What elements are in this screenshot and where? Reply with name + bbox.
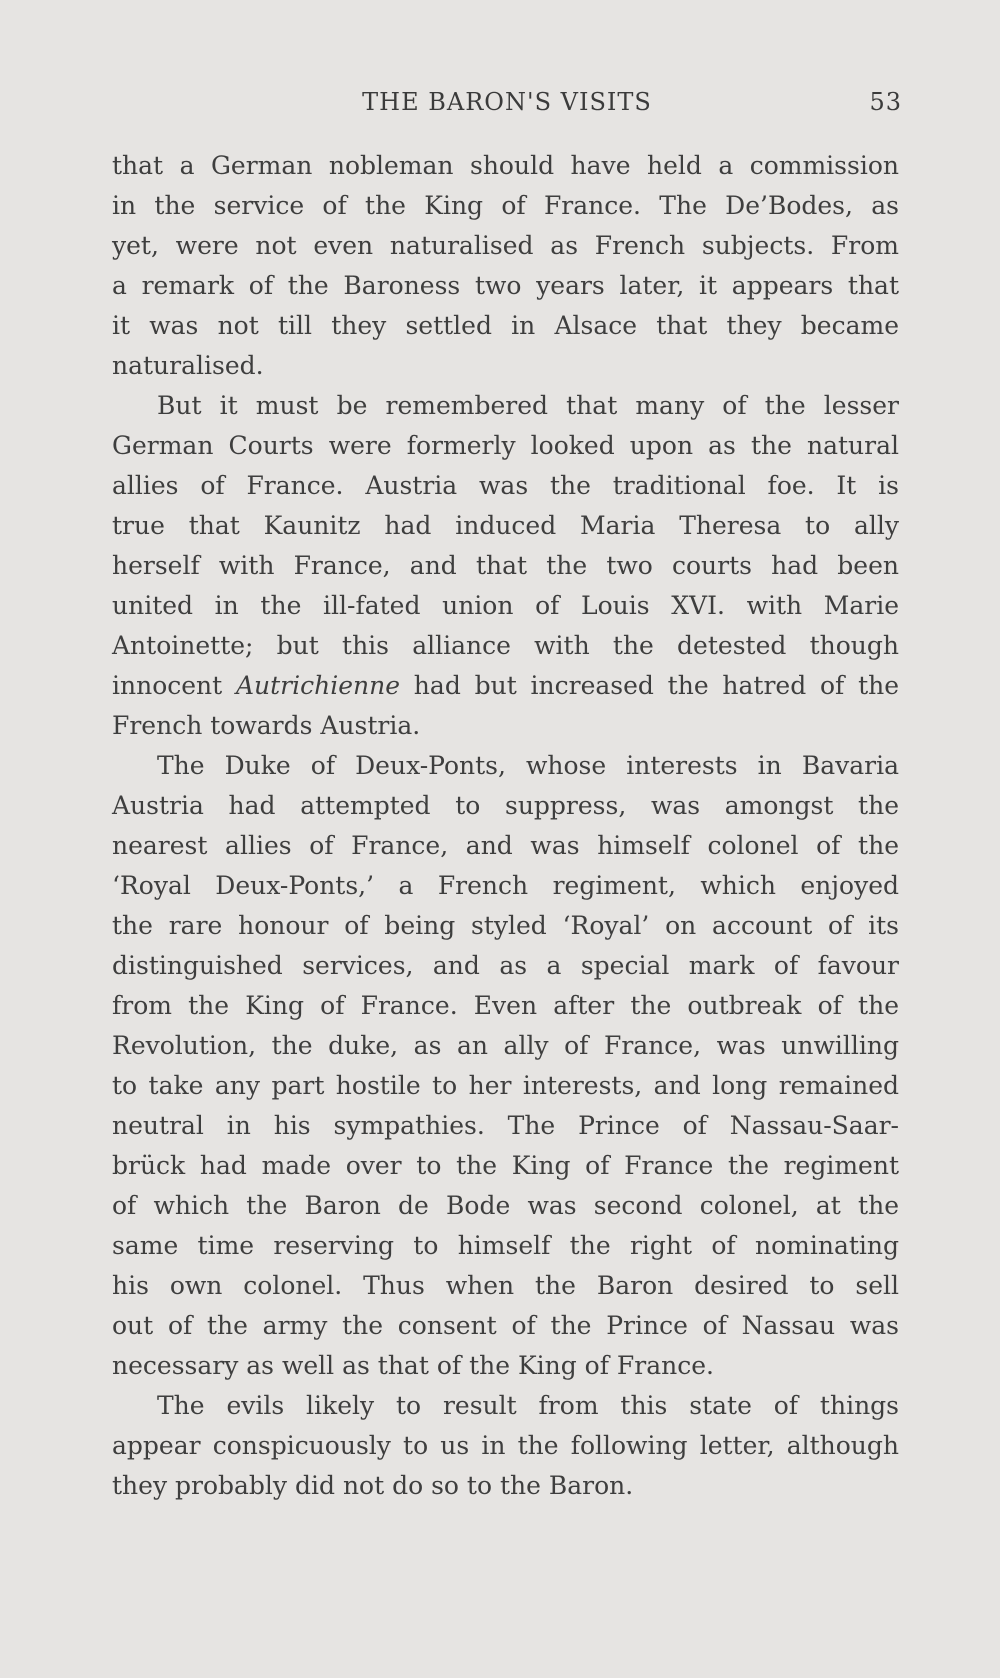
- text-line: naturalised.: [112, 351, 264, 380]
- text-line: But it must be remembered that many of the lesser: [157, 391, 899, 420]
- text-line: allies of France. Austria was the traditional foe. It is: [112, 471, 899, 500]
- text-line: the rare honour of being styled ‘Royal’ on account of its: [112, 911, 899, 940]
- text-line: united in the ill-fated union of Louis XVI. with Marie: [112, 591, 899, 620]
- paragraph-1: [112, 146, 899, 386]
- text-line: ‘Royal Deux-Ponts,’ a French regiment, which enjoyed: [112, 871, 899, 900]
- text-line: his own colonel. Thus when the Baron desired to sell: [112, 1271, 899, 1300]
- text-line: true that Kaunitz had induced Maria Theresa to ally: [112, 511, 899, 540]
- text-line: herself with France, and that the two courts had been: [112, 551, 899, 580]
- text-line: it was not till they settled in Alsace that they became: [112, 311, 899, 340]
- text-line: to take any part hostile to her interests, and long remained: [112, 1071, 899, 1100]
- text-line: appear conspicuously to us in the following letter, although: [112, 1431, 899, 1460]
- text-line: of which the Baron de Bode was second colonel, at the: [112, 1191, 899, 1220]
- text-line: necessary as well as that of the King of France.: [112, 1351, 714, 1380]
- text-line: Antoinette; but this alliance with the detested though: [112, 631, 899, 660]
- text-line: neutral in his sympathies. The Prince of Nassau-Saar-: [112, 1111, 899, 1140]
- text-line: from the King of France. Even after the outbreak of the: [112, 991, 899, 1020]
- paragraph-2: [112, 386, 899, 746]
- text-line: [112, 666, 899, 706]
- running-title: THE BARON'S VISITS: [362, 88, 652, 116]
- text-line: in the service of the King of France. The De’Bodes, as: [112, 191, 899, 220]
- running-head: [112, 88, 902, 124]
- text-line: nearest allies of France, and was himself colonel of the: [112, 831, 899, 860]
- text-line: The Duke of Deux-Ponts, whose interests in Bavaria: [157, 751, 899, 780]
- text-line: distinguished services, and as a special mark of favour: [112, 951, 899, 980]
- text-line: out of the army the consent of the Prince of Nassau was: [112, 1311, 899, 1340]
- text-line: a remark of the Baroness two years later, it appears that: [112, 271, 899, 300]
- text-line: French towards Austria.: [112, 711, 421, 740]
- text-line: yet, were not even naturalised as French subjects. From: [112, 231, 899, 260]
- text-line: Revolution, the duke, as an ally of France, was unwilling: [112, 1031, 899, 1060]
- text-fragment: innocent: [112, 671, 236, 700]
- text-fragment: had but increased the hatred of the: [400, 671, 900, 700]
- text-line: Austria had attempted to suppress, was amongst the: [112, 791, 899, 820]
- text-line: they probably did not do so to the Baron.: [112, 1471, 634, 1500]
- paragraph-4: [112, 1386, 899, 1506]
- paragraph-3: [112, 746, 899, 1386]
- italic-word: Autrichienne: [235, 671, 401, 700]
- text-line: that a German nobleman should have held a commission: [112, 151, 899, 180]
- text-line: German Courts were formerly looked upon as the natural: [112, 431, 899, 460]
- text-line: same time reserving to himself the right of nominating: [112, 1231, 899, 1260]
- text-line: brück had made over to the King of France the regiment: [112, 1151, 899, 1180]
- page-number: 53: [869, 88, 902, 116]
- text-line: The evils likely to result from this state of things: [157, 1391, 899, 1420]
- body-text: [112, 146, 899, 1506]
